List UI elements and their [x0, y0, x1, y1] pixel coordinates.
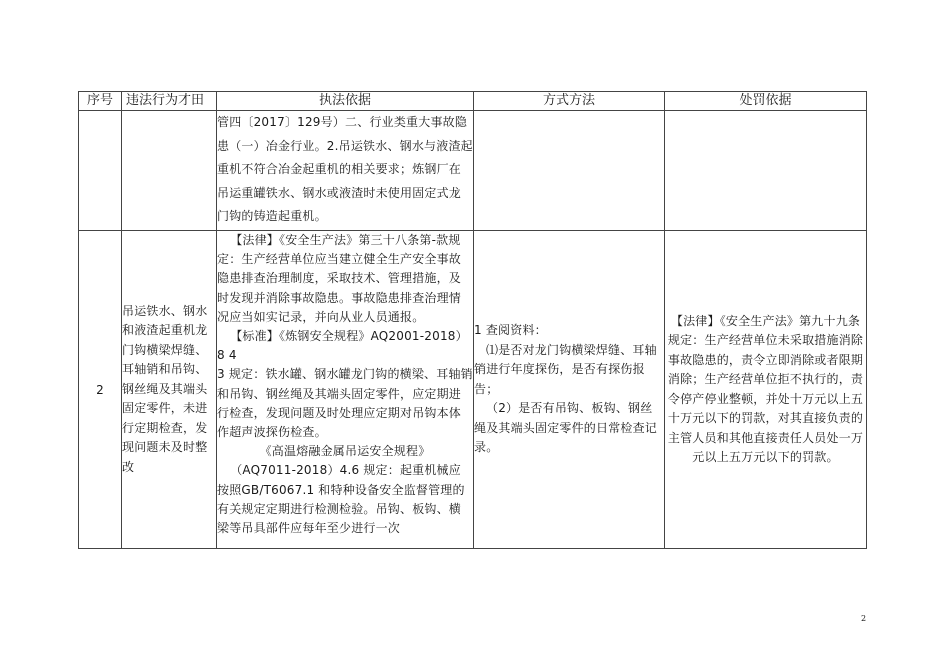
row1-violation	[122, 111, 217, 231]
basis-standard-paragraph: 【标准】《炼钢安全规程》AQ2001-2018）8 4	[217, 329, 468, 363]
row1-penalty	[665, 111, 867, 231]
row1-seq	[79, 111, 122, 231]
method-line-1: 1 查阅资料：	[474, 323, 547, 338]
method-line-3: （2）是否有吊钩、板钩、钢丝绳及其端头固定零件的日常检查记录。	[474, 401, 658, 455]
basis-standard-continued: 3 规定：铁水罐、钢水罐龙门钩的横梁、耳轴销和吊钩、钢丝绳及其端头固定零件，应定期进行检查，发现问题及时处理应定期对吊钩本体作超声波探伤检查。	[217, 367, 473, 440]
header-penalty: 处罚依据	[665, 92, 867, 111]
law-enforcement-table	[78, 91, 867, 549]
table-row	[79, 231, 867, 549]
table-row	[79, 111, 867, 231]
row2-violation: 吊运铁水、钢水和液渣起重机龙门钩横梁焊缝、耳轴销和吊钩、钢丝绳及其端头固定零件，未进行定期检查，发现问题未及时整改	[122, 231, 217, 549]
basis-aq7011-title: 《高温熔融金属吊运安全规程》	[259, 444, 431, 459]
row2-basis	[217, 231, 474, 549]
row2-seq: 2	[79, 231, 122, 549]
header-seq: 序号	[79, 92, 122, 111]
row2-method	[474, 231, 665, 549]
row2-penalty: 【法律】《安全生产法》第九十九条规定：生产经营单位未采取措施消除事故隐患的，责令立即消除或者限期消除；生产经营单位拒不执行的，责令停产停业整顿，并处十万元以上五十万元以下的罚款，对其直接负责的主管人员和其他直接责任人员处一万元以上五万元以下的罚款。	[665, 231, 867, 549]
row1-basis: 管四〔2017〕129号）二、行业类重大事故隐患（一）冶金行业。2.吊运铁水、钢水与液渣起重机不符合冶金起重机的相关要求；炼钢厂在吊运重罐铁水、钢水或液渣时未使用固定式龙门钩的铸造起重机。	[217, 111, 474, 231]
basis-aq7011-paragraph: （AQ7011-2018）4.6 规定：起重机械应按照GB/T6067.1 和特种设备安全监督管理的有关规定定期进行检测检验。吊钩、板钩、横梁等吊具部件应每年至少进行一次	[217, 463, 465, 536]
basis-law-paragraph: 【法律】《安全生产法》第三十八条第-款规定：生产经营单位应当建立健全生产安全事故隐患排查治理制度，采取技术、管理措施，及时发现并消除事故隐患。事故隐患排查治理情况应当如实记录，并向从业人员通报。	[217, 233, 462, 324]
page-number: 2	[861, 614, 867, 623]
header-method: 方式方法	[474, 92, 665, 111]
header-violation: 违法行为才田	[122, 92, 217, 111]
header-basis: 执法依据	[217, 92, 474, 111]
table-header-row	[79, 92, 867, 111]
row1-method	[474, 111, 665, 231]
method-line-2: ⑴是否对龙门钩横梁焊缝、耳轴销进行年度探伤，是否有探伤报告；	[474, 342, 657, 396]
